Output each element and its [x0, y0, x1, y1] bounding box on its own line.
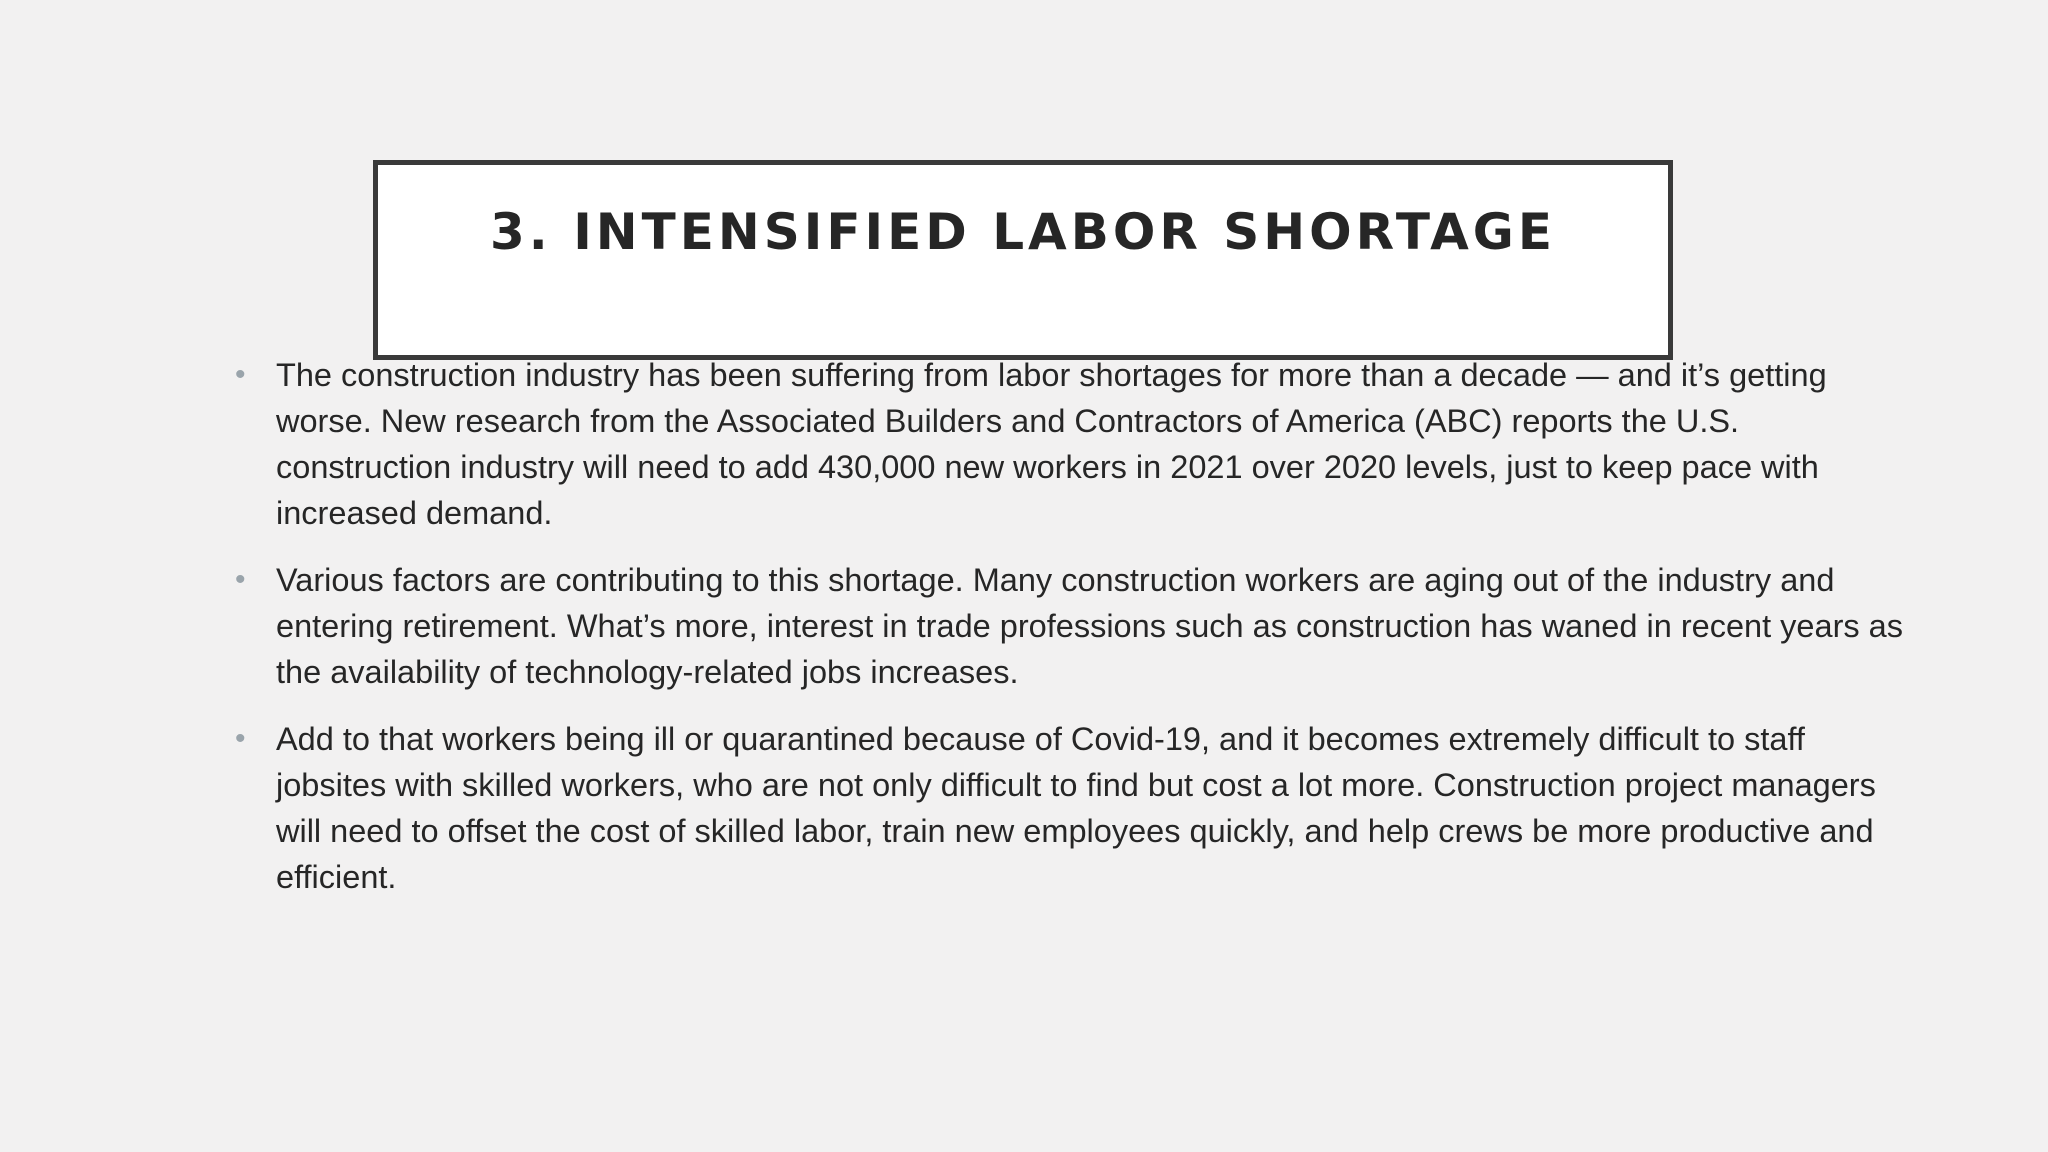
bullet-list: [235, 352, 1905, 921]
bullet-item: [235, 352, 1905, 536]
title-box: [373, 160, 1673, 360]
bullet-item: [235, 557, 1905, 695]
bullet-item: [235, 716, 1905, 900]
bullet-marker: •: [235, 722, 246, 755]
bullet-text: The construction industry has been suffering from labor shortages for more than a decade — and it’s getting worse. New research from the Associated Builders and Contractors of America (ABC) reports the U.S. construction industry will need to add 430,000 new workers in 2021 over 2020 levels, just to keep pace with increased demand.: [276, 357, 1827, 531]
bullet-text: Add to that workers being ill or quarantined because of Covid-19, and it becomes extremely difficult to staff jobsites with skilled workers, who are not only difficult to find but cost a lot more. Construction project managers will need to offset the cost of skilled labor, train new employees quickly, and help crews be more productive and efficient.: [276, 721, 1876, 895]
bullet-marker: •: [235, 563, 246, 596]
bullet-marker: •: [235, 358, 246, 391]
bullet-text: Various factors are contributing to this shortage. Many construction workers are aging out of the industry and entering retirement. What’s more, interest in trade professions such as construction has waned in recent years as the availability of technology-related jobs increases.: [276, 562, 1903, 690]
slide-title: 3. INTENSIFIED LABOR SHORTAGE: [490, 203, 1556, 261]
